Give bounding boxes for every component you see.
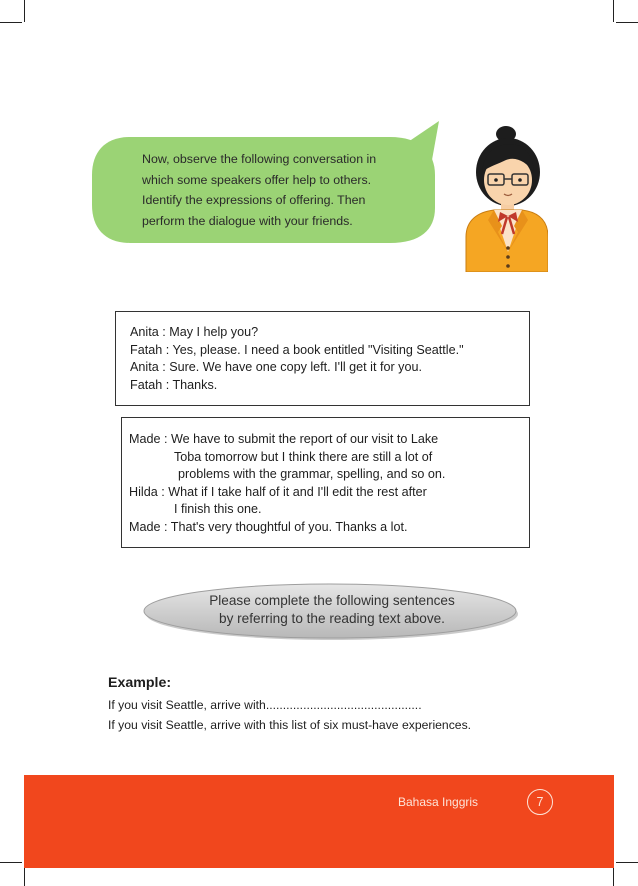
book-title: Bahasa Inggris xyxy=(398,795,479,809)
dialogue-line: Made : That's very thoughtful of you. Thanks a lot. xyxy=(129,519,408,534)
example-heading: Example: xyxy=(108,675,172,691)
dialogue-line: Fatah : Thanks. xyxy=(130,377,218,392)
dialogue-line: I finish this one. xyxy=(174,502,262,517)
instruction-line: Now, observe the following conversation in xyxy=(142,152,377,166)
dialogue-box xyxy=(121,417,530,548)
task-line: Please complete the following sentences xyxy=(209,593,455,608)
dialogue-box xyxy=(115,311,530,406)
dialogue-line: Fatah : Yes, please. I need a book entitled "Visiting Seattle." xyxy=(130,342,464,357)
dialogue-line: problems with the grammar, spelling, and so on. xyxy=(178,467,446,482)
example-answer: If you visit Seattle, arrive with this list of six must-have experiences. xyxy=(108,718,472,732)
dialogue-line: Hilda : What if I take half of it and I'll edit the rest after xyxy=(129,484,427,499)
instruction-line: which some speakers offer help to others. xyxy=(142,172,372,187)
teacher-illustration xyxy=(458,122,548,272)
example-prompt: If you visit Seattle, arrive with.............................................. xyxy=(108,698,422,712)
instruction-text xyxy=(142,149,432,231)
crop-mark xyxy=(24,0,25,22)
task-banner-text xyxy=(155,592,509,629)
crop-mark xyxy=(616,22,638,23)
dialogue-line: Made : We have to submit the report of our visit to Lake xyxy=(129,432,439,446)
instruction-line: perform the dialogue with your friends. xyxy=(142,213,353,228)
crop-mark xyxy=(0,862,22,863)
page-number: 7 xyxy=(527,789,553,815)
crop-mark xyxy=(616,862,638,863)
crop-mark xyxy=(0,22,22,23)
dialogue-line: Anita : May I help you? xyxy=(130,325,259,339)
dialogue-line: Toba tomorrow but I think there are still a lot of xyxy=(174,449,433,464)
instruction-line: Identify the expressions of offering. Then xyxy=(142,193,366,207)
dialogue-line: Anita : Sure. We have one copy left. I'll get it for you. xyxy=(130,360,422,375)
page-footer xyxy=(24,775,614,868)
crop-mark xyxy=(613,866,614,886)
crop-mark xyxy=(24,866,25,886)
task-line: by referring to the reading text above. xyxy=(219,611,445,627)
crop-mark xyxy=(613,0,614,22)
